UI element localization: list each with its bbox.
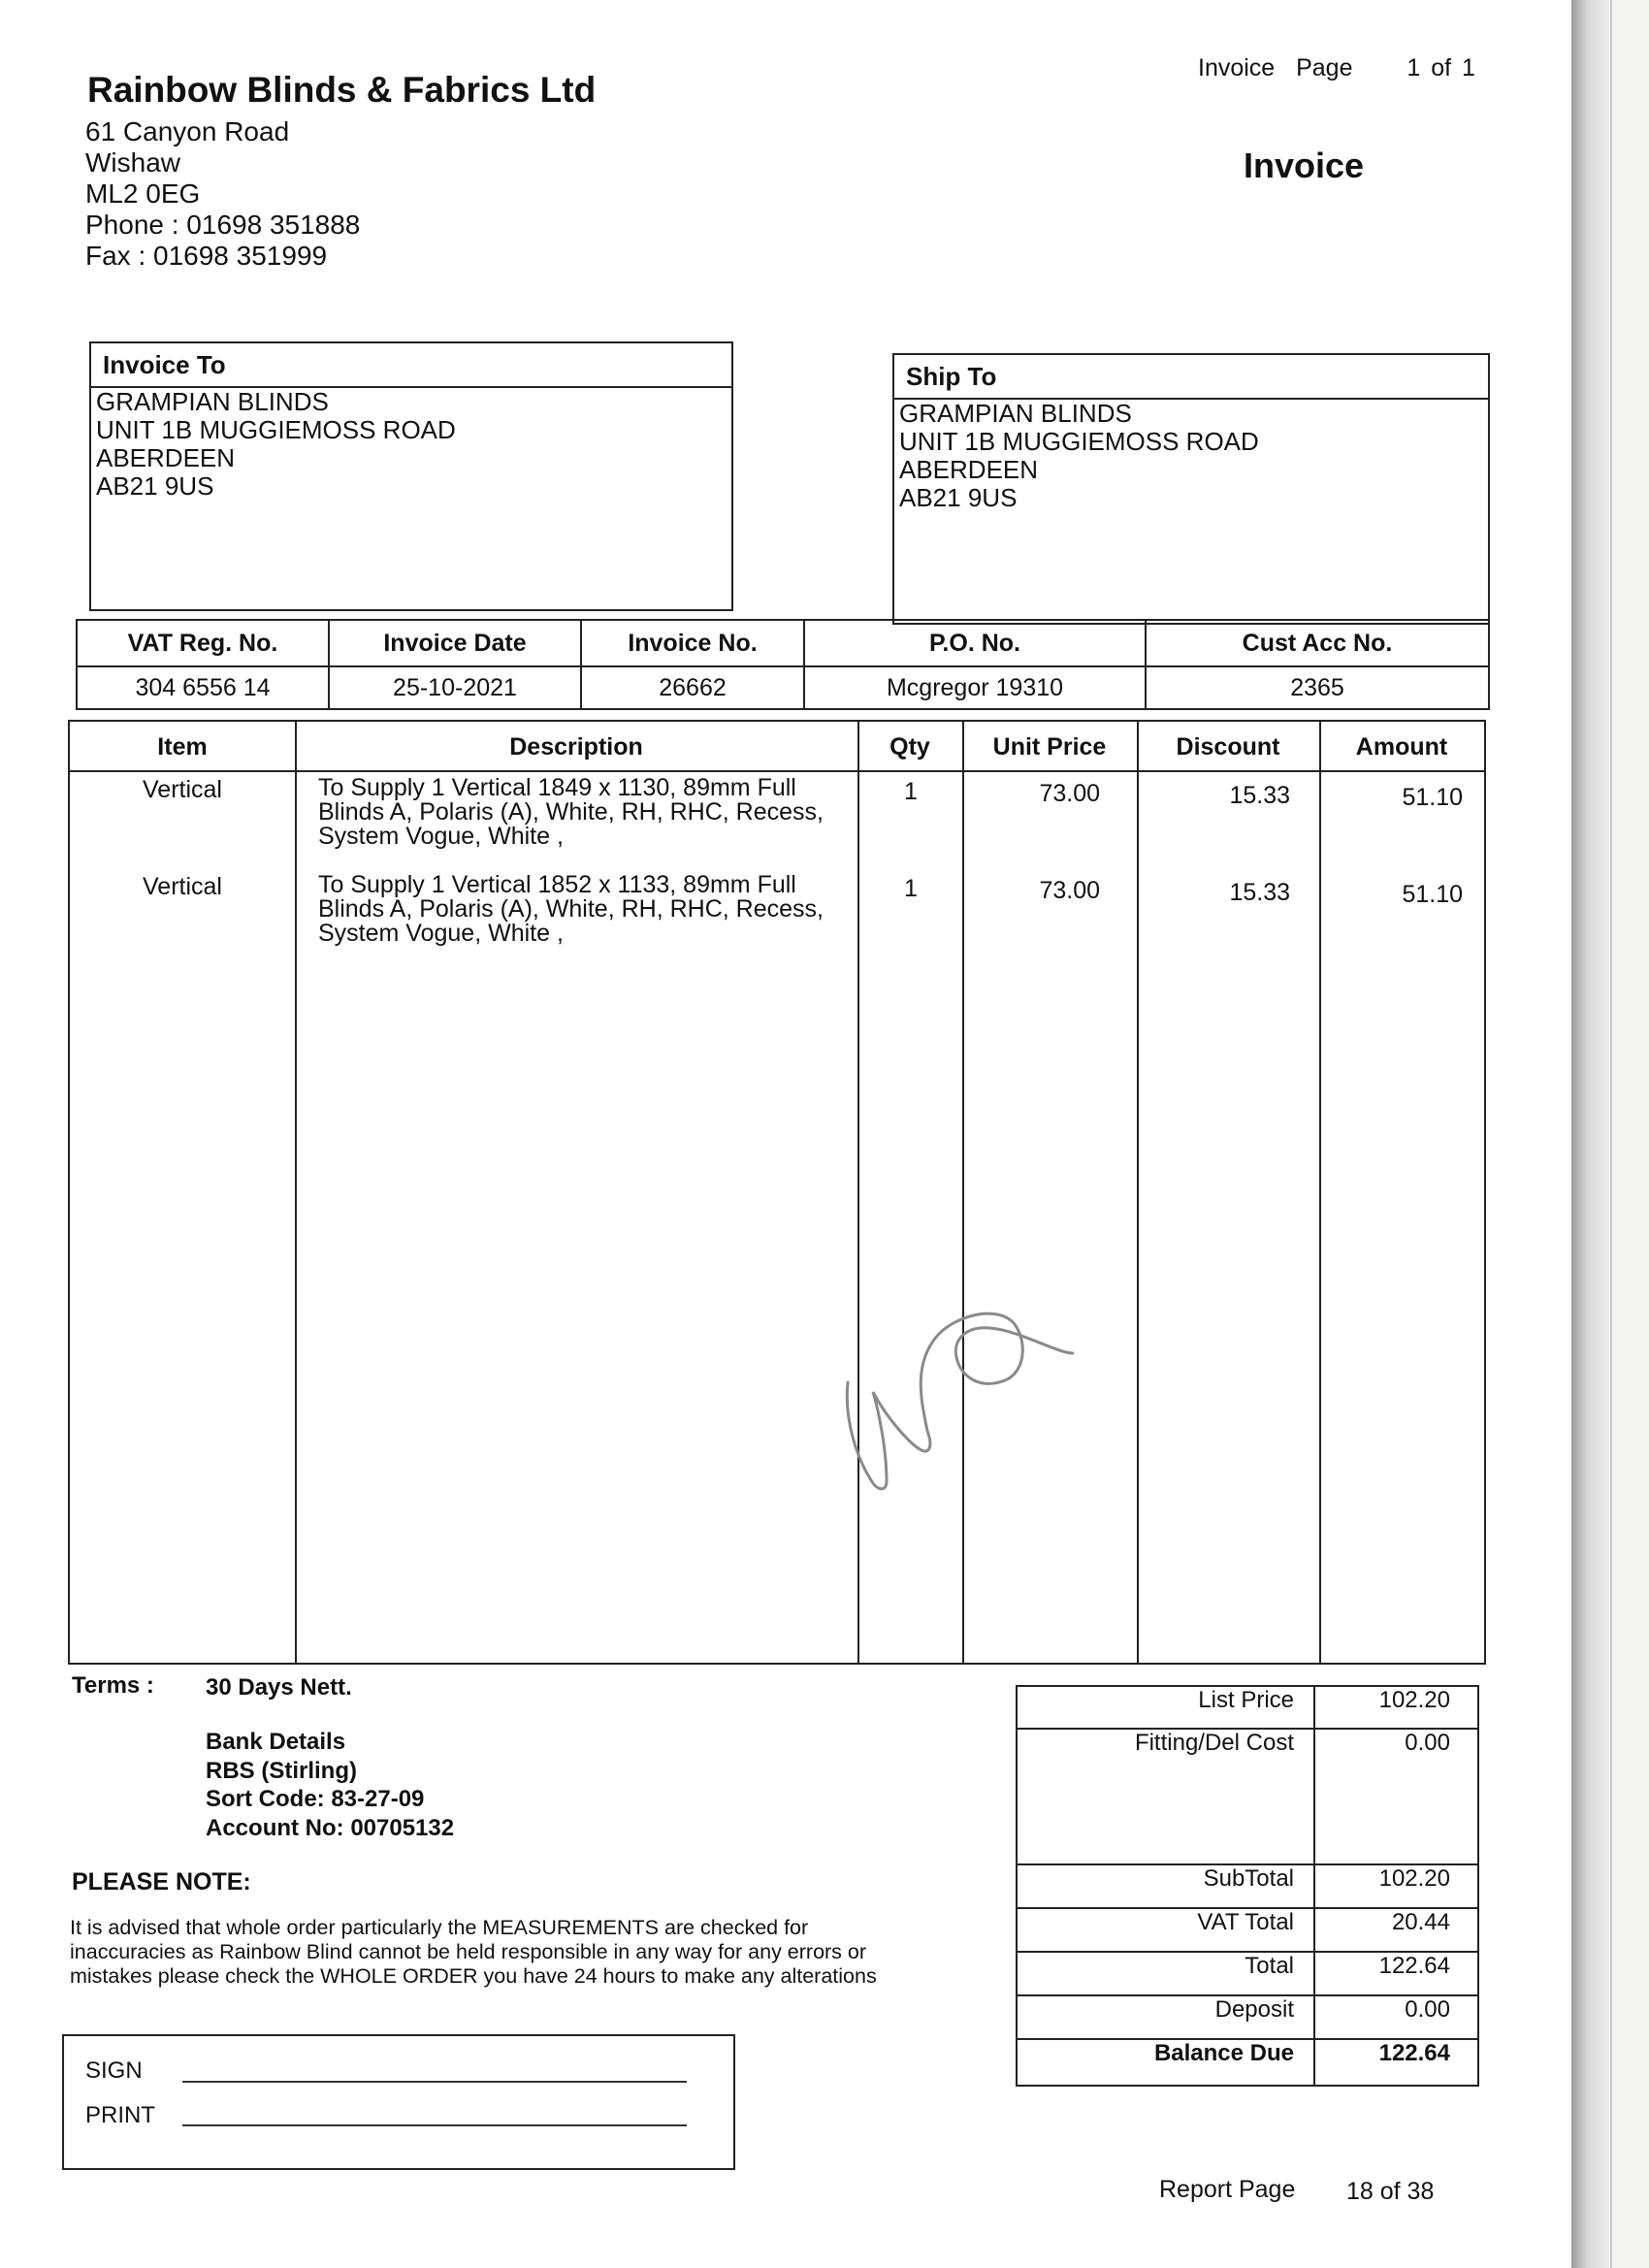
please-note-text [70,1916,982,1989]
vat-reg-header: VAT Reg. No. [77,620,329,666]
print-label: PRINT [85,2102,155,2128]
terms-label: Terms : [72,1672,154,1699]
description-line: System Vogue, White , [318,823,564,850]
deposit-value: 0.00 [1314,1995,1478,2039]
cust-acc-value: 2365 [1146,666,1489,709]
subtotal-label: SubTotal [1017,1864,1314,1908]
qty-cell: 1 [904,875,918,902]
total-value: 122.64 [1314,1952,1478,1995]
sign-line[interactable] [182,2081,687,2083]
description-cell [318,776,842,849]
po-no-header: P.O. No. [804,620,1146,666]
invoice-no-header: Invoice No. [581,620,804,666]
amount-cell: 51.10 [1402,881,1463,908]
amount-cell: 51.10 [1402,784,1463,811]
description-line: System Vogue, White , [318,920,564,947]
vat-total-value: 20.44 [1314,1908,1478,1952]
item-cell: Vertical [143,873,222,900]
company-fax: Fax : 01698 351999 [85,241,328,271]
invoice-to-line: UNIT 1B MUGGIEMOSS ROAD [96,415,456,444]
vat-total-label: VAT Total [1017,1908,1314,1952]
invoice-date-value: 25-10-2021 [329,666,581,709]
note-line: inaccuracies as Rainbow Blind cannot be held responsible in any way for any errors or [70,1940,867,1963]
cust-acc-header: Cust Acc No. [1146,620,1489,666]
balance-due-value: 122.64 [1314,2039,1478,2086]
item-cell: Vertical [143,776,222,803]
sign-label: SIGN [85,2057,143,2084]
total-label: Total [1017,1952,1314,1995]
company-phone: Phone : 01698 351888 [85,210,361,240]
bank-name: RBS (Stirling) [206,1758,357,1784]
description-line: To Supply 1 Vertical 1852 x 1133, 89mm Full [318,871,796,898]
list-price-label: List Price [1017,1686,1314,1729]
description-line: Blinds A, Polaris (A), White, RH, RHC, Recess, [318,798,824,826]
discount-cell: 15.33 [1229,782,1290,809]
line-item-row [70,873,1484,970]
report-page-label: Report Page [1159,2176,1296,2203]
qty-column-header: Qty [889,733,930,761]
invoice-to-line: ABERDEEN [96,443,236,472]
balance-due-label: Balance Due [1017,2039,1314,2086]
sort-code: Sort Code: 83-27-09 [206,1786,425,1812]
vat-reg-value: 304 6556 14 [77,666,329,709]
deposit-label: Deposit [1017,1995,1314,2039]
signature-box [62,2034,735,2170]
description-line: Blinds A, Polaris (A), White, RH, RHC, Recess, [318,895,824,923]
list-price-value: 102.20 [1314,1686,1478,1729]
description-cell [318,873,842,946]
description-column-header: Description [509,733,643,761]
note-line: It is advised that whole order particularly the MEASUREMENTS are checked for [70,1916,809,1939]
invoice-page-number [1198,54,1475,82]
fitting-del-cost-label: Fitting/Del Cost [1017,1729,1314,1864]
ship-to-line: AB21 9US [899,483,1018,512]
please-note-title: PLEASE NOTE: [72,1868,251,1895]
qty-cell: 1 [904,778,918,805]
invoice-meta-table [76,619,1490,710]
item-column-header: Item [157,733,208,761]
bank-details-title: Bank Details [206,1729,346,1755]
print-line[interactable] [182,2124,687,2126]
company-address-line: ML2 0EG [85,178,201,209]
terms-value: 30 Days Nett. [206,1674,352,1701]
ship-to-header: Ship To [894,355,1488,400]
amount-column-header: Amount [1355,733,1448,761]
subtotal-value: 102.20 [1314,1864,1478,1908]
line-item-row [70,776,1484,873]
handwritten-mark [844,1276,1077,1499]
invoice-no-value: 26662 [581,666,804,709]
invoice-page-label: Invoice Page [1198,54,1353,81]
invoice-page-value: 1 of 1 [1406,54,1475,81]
report-page-value: 18 of 38 [1346,2178,1435,2205]
invoice-to-line: AB21 9US [96,471,214,501]
description-line: To Supply 1 Vertical 1849 x 1130, 89mm Full [318,774,796,801]
invoice-to-box [89,341,733,611]
document-title: Invoice [1244,146,1365,185]
ship-to-line: ABERDEEN [899,455,1039,484]
scan-edge [1571,0,1610,2268]
ship-to-box [892,353,1490,625]
line-items-table [68,720,1486,1665]
ship-to-line: GRAMPIAN BLINDS [899,399,1132,428]
unit-price-column-header: Unit Price [992,733,1107,761]
company-name: Rainbow Blinds & Fabrics Ltd [87,70,597,110]
company-address-line: 61 Canyon Road [85,116,290,146]
unit-price-cell: 73.00 [1039,780,1100,807]
totals-table [1016,1685,1479,2087]
po-no-value: Mcgregor 19310 [804,666,1146,709]
fitting-del-cost-value: 0.00 [1314,1729,1478,1864]
invoice-date-header: Invoice Date [329,620,581,666]
discount-cell: 15.33 [1229,879,1290,906]
invoice-to-line: GRAMPIAN BLINDS [96,387,329,416]
company-address-line: Wishaw [85,147,181,178]
discount-column-header: Discount [1176,733,1280,761]
ship-to-line: UNIT 1B MUGGIEMOSS ROAD [899,427,1259,456]
note-line: mistakes please check the WHOLE ORDER you have 24 hours to make any alterations [70,1964,877,1988]
invoice-to-header: Invoice To [91,343,731,388]
account-number: Account No: 00705132 [206,1815,455,1841]
unit-price-cell: 73.00 [1039,877,1100,904]
